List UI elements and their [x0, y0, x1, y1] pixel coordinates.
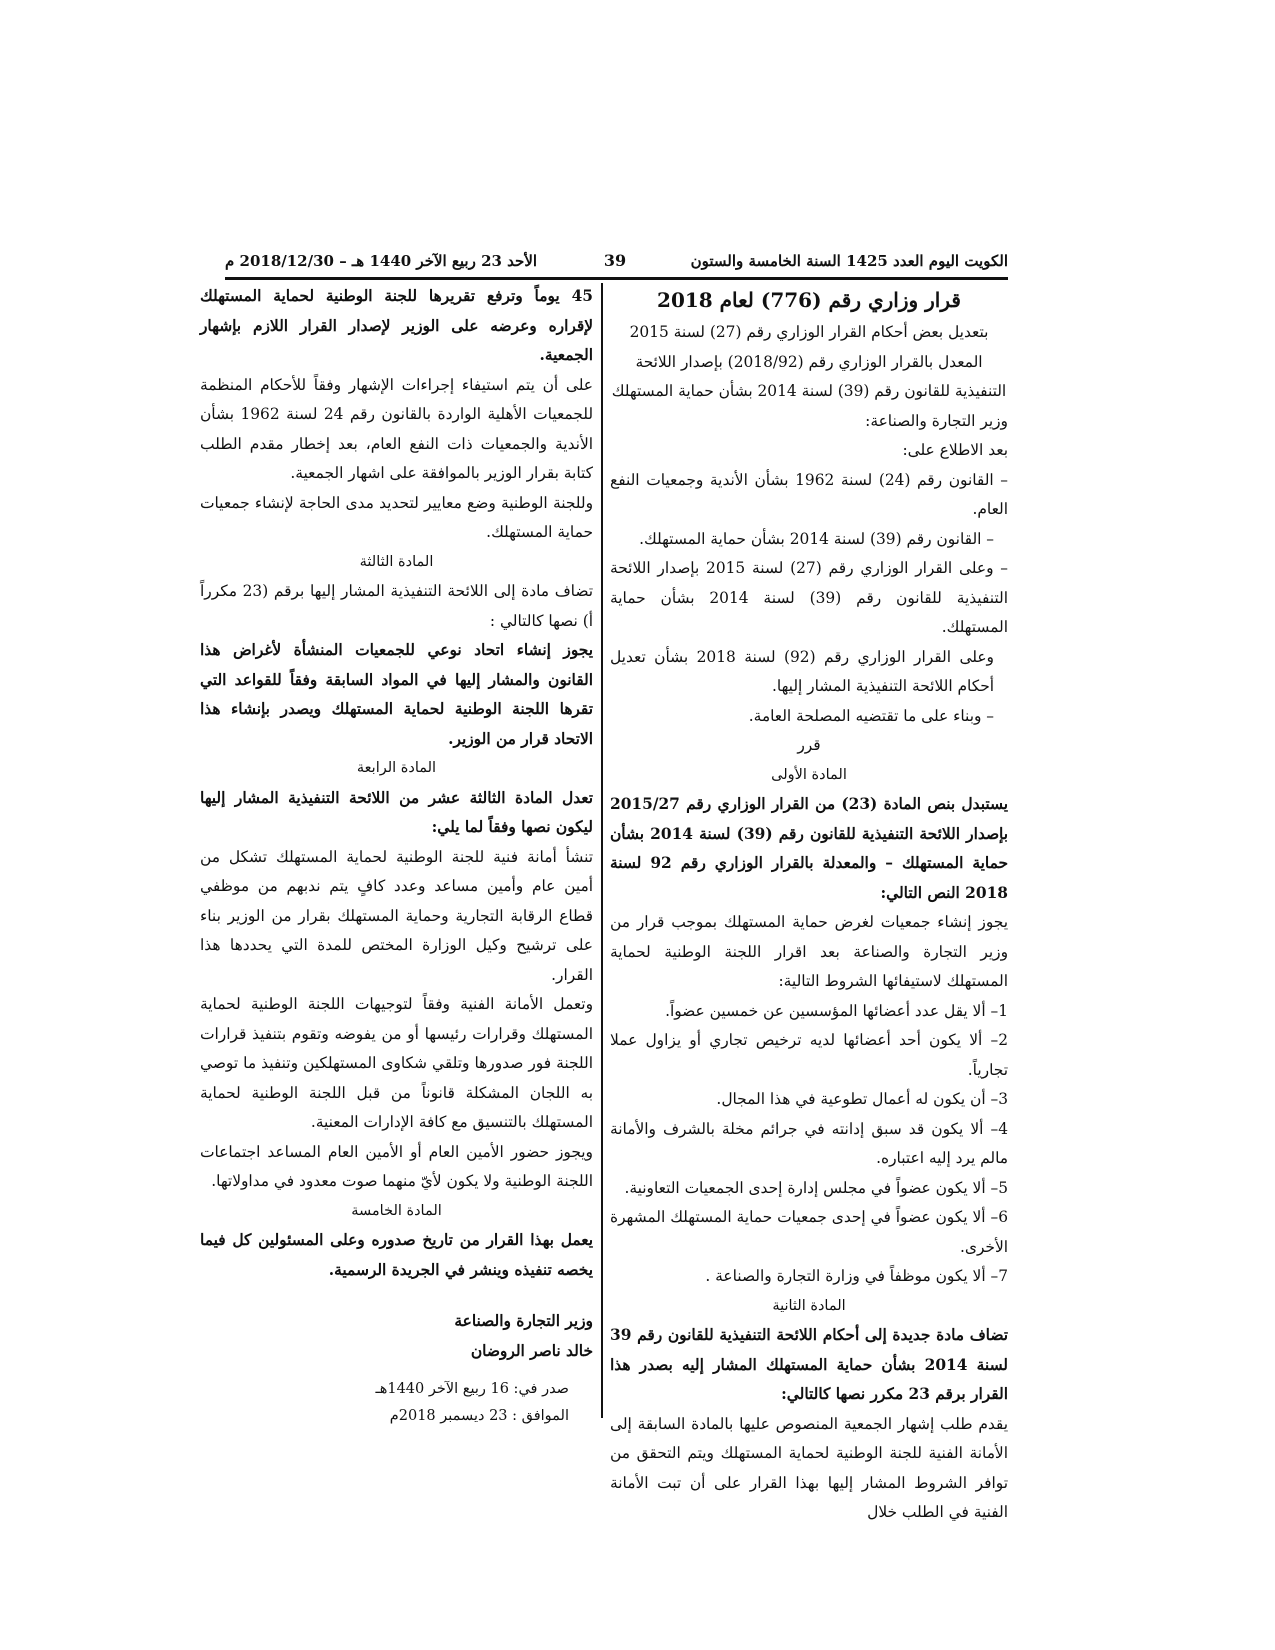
- decided-heading: قرر: [797, 736, 821, 754]
- reference-3: – وعلى القرار الوزاري رقم (27) لسنة 2015 بإصدار اللائحة التنفيذية للقانون رقم (39) لسنة 2014 بشأن حماية المستهلك.: [610, 559, 1008, 636]
- article-5-title: المادة الخامسة: [351, 1202, 442, 1219]
- article-1-title: المادة الأولى: [771, 766, 847, 783]
- page-header: [225, 252, 1008, 276]
- decree-subtitle: بتعديل بعض أحكام القرار الوزاري رقم (27) لسنة 2015 المعدل بالقرار الوزاري رقم (2018/92) بإصدار اللائحة التنفيذية للقانون رقم (39) لسنة 2014 بشأن حماية المستهلك: [611, 323, 1007, 400]
- signature-block: [200, 1307, 593, 1366]
- corresponding-date: الموافق : 23 ديسمبر 2018م: [389, 1408, 569, 1424]
- article-3-title: المادة الثالثة: [359, 553, 434, 570]
- article-2-body: تضاف مادة جديدة إلى أحكام اللائحة التنفيذية للقانون رقم 39 لسنة 2014 بشأن حماية المستهلك المشار إليه بصدر هذا القرار برقم 23 مكرر نصها كالتالي:: [610, 1326, 1008, 1403]
- right-column: [610, 282, 1008, 1528]
- issue-date-block: [200, 1376, 593, 1430]
- reference-4: وعلى القرار الوزاري رقم (92) لسنة 2018 بشأن تعديل أحكام اللائحة التنفيذية المشار إليها.: [610, 647, 994, 695]
- header-page-number: 39: [603, 251, 627, 270]
- header-rule: [225, 277, 1008, 280]
- left-column: [200, 282, 593, 1430]
- article-2-title: المادة الثانية: [772, 1297, 846, 1314]
- continuation-1: 45 يوماً وترفع تقريرها للجنة الوطنية لحماية المستهلك لإقراره وعرضه على الوزير لإصدار القرار اللازم بإشهار الجمعية.: [200, 287, 593, 364]
- signature-title: وزير التجارة والصناعة: [454, 1312, 593, 1330]
- issued-date: صدر في: 16 ربيع الآخر 1440هـ: [375, 1381, 569, 1397]
- reference-2: – القانون رقم (39) لسنة 2014 بشأن حماية المستهلك.: [639, 529, 994, 548]
- condition-7: 7– ألا يكون موظفاً في وزارة التجارة والصناعة .: [705, 1267, 1008, 1285]
- article-3-text: يجوز إنشاء اتحاد نوعي للجمعيات المنشأة لأغراض هذا القانون والمشار إليها في المواد السابقة وفقاً للقواعد التي تقرها اللجنة الوطنية لحماية المستهلك ويصدر بإنشاء هذا الاتحاد قرار من الوزير.: [200, 641, 593, 748]
- article-4-text-3: ويجوز حضور الأمين العام أو الأمين العام المساعد اجتماعات اللجنة الوطنية ولا يكون لأيّ منهما صوت معدود في مداولاتها.: [200, 1142, 593, 1190]
- condition-1: 1– ألا يقل عدد أعضائها المؤسسين عن خمسين عضواً.: [665, 1001, 1008, 1020]
- article-4-text-1: تنشأ أمانة فنية للجنة الوطنية لحماية المستهلك تشكل من أمين عام وأمين مساعد وعدد كافٍ يتم ندبهم من موظفي قطاع الرقابة التجارية وحماية المستهلك بقرار من الوزير بناء على ترشيح وكيل الوزارة المختص للمدة التي يحددها هذا القرار.: [200, 847, 593, 984]
- minister-line: وزير التجارة والصناعة:: [865, 411, 1008, 430]
- signature-name: خالد ناصر الروضان: [470, 1341, 593, 1360]
- decree-title: قرار وزاري رقم (776) لعام 2018: [657, 288, 961, 312]
- article-4-body: تعدل المادة الثالثة عشر من اللائحة التنفيذية المشار إليها ليكون نصها وفقاً لما يلي:: [200, 788, 593, 836]
- reference-1: – القانون رقم (24) لسنة 1962 بشأن الأندية وجمعيات النفع العام.: [610, 470, 1009, 518]
- column-divider: [601, 283, 603, 1418]
- continuation-2: على أن يتم استيفاء إجراءات الإشهار وفقاً للأحكام المنظمة للجمعيات الأهلية الواردة بالقانون رقم 24 لسنة 1962 بشأن الأندية والجمعيات ذات النفع العام، بعد إخطار مقدم الطلب كتابة بقرار الوزير بالموافقة على اشهار الجمعية.: [200, 375, 594, 482]
- condition-2: 2– ألا يكون أحد أعضائها لديه ترخيص تجاري أو يزاول عملا تجارياً.: [610, 1031, 1008, 1079]
- article-1-text: يجوز إنشاء جمعيات لغرض حماية المستهلك بموجب قرار من وزير التجارة والصناعة بعد اقرار اللجنة الوطنية لحماية المستهلك لاستيفائها الشروط التالية:: [610, 913, 1008, 990]
- continuation-3: وللجنة الوطنية وضع معايير لتحديد مدى الحاجة لإنشاء جمعيات حماية المستهلك.: [200, 493, 593, 541]
- header-publication: الكويت اليوم العدد 1425 السنة الخامسة والستون: [690, 252, 1008, 270]
- condition-3: 3– أن يكون له أعمال تطوعية في هذا المجال.: [716, 1090, 1008, 1108]
- article-5-body: يعمل بهذا القرار من تاريخ صدوره وعلى المسئولين كل فيما يخصه تنفيذه وينشر في الجريدة الرسمية.: [200, 1231, 593, 1279]
- article-3-body: تضاف مادة إلى اللائحة التنفيذية المشار إليها برقم (23 مكرراً أ) نصها كالتالي :: [200, 582, 593, 630]
- article-4-title: المادة الرابعة: [356, 760, 437, 776]
- article-1-body: يستبدل بنص المادة (23) من القرار الوزاري رقم 2015/27 بإصدار اللائحة التنفيذية للقانون رقم (39) لسنة 2014 بشأن حماية المستهلك – والمعدلة بالقرار الوزاري رقم 92 لسنة 2018 النص التالي:: [610, 795, 1008, 902]
- condition-6: 6– ألا يكون عضواً في إحدى جمعيات حماية المستهلك المشهرة الأخرى.: [610, 1208, 1008, 1256]
- condition-5: 5– ألا يكون عضواً في مجلس إدارة إحدى الجمعيات التعاونية.: [624, 1178, 1008, 1197]
- reference-5: – وبناء على ما تقتضيه المصلحة العامة.: [748, 706, 994, 725]
- after-review: بعد الاطلاع على:: [902, 441, 1008, 459]
- condition-4: 4– ألا يكون قد سبق إدانته في جرائم مخلة بالشرف والأمانة مالم يرد إليه اعتباره.: [610, 1119, 1008, 1167]
- header-date: الأحد 23 ربيع الآخر 1440 هـ – 2018/12/30 م: [225, 252, 538, 270]
- article-2-text: يقدم طلب إشهار الجمعية المنصوص عليها بالمادة السابقة إلى الأمانة الفنية للجنة الوطنية لحماية المستهلك ويتم التحقق من توافر الشروط المشار إليها بهذا القرار على أن تبت الأمانة الفنية في الطلب خلال: [610, 1414, 1008, 1521]
- article-4-text-2: وتعمل الأمانة الفنية وفقاً لتوجيهات اللجنة الوطنية لحماية المستهلك وقرارات رئيسها أو من يفوضه وتقوم بتنفيذ قرارات اللجنة فور صدورها وتلقي شكاوى المستهلكين وتنفيذ ما توصي به اللجان المشكلة قانوناً من قبل اللجنة الوطنية لحماية المستهلك بالتنسيق مع كافة الإدارات المعنية.: [200, 995, 593, 1131]
